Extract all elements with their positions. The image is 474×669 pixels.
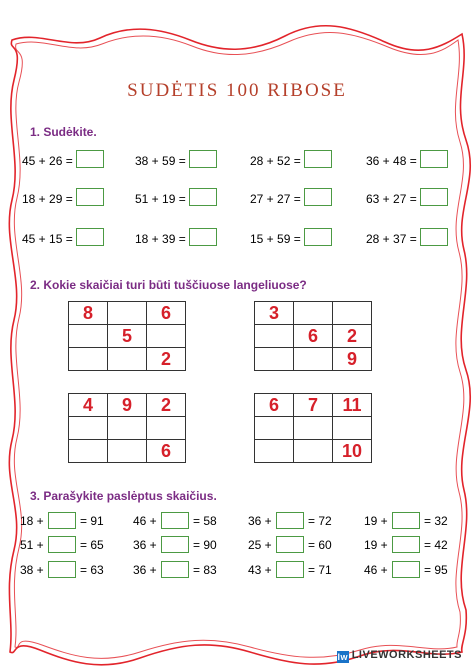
empty-grid-cell[interactable] bbox=[294, 348, 333, 371]
addition-equation: 38 + 59 = bbox=[135, 154, 186, 168]
grid-number: 10 bbox=[333, 440, 372, 463]
answer-box[interactable] bbox=[420, 188, 448, 206]
number-grid bbox=[254, 301, 372, 371]
section-1-heading: 1. Sudėkite. bbox=[30, 125, 97, 139]
empty-grid-cell[interactable] bbox=[108, 302, 147, 325]
equation-left-part: 38 + bbox=[20, 563, 44, 577]
addition-equation: 51 + 19 = bbox=[135, 192, 186, 206]
addition-equation: 27 + 27 = bbox=[250, 192, 301, 206]
addition-equation: 45 + 15 = bbox=[22, 232, 73, 246]
addition-equation: 63 + 27 = bbox=[366, 192, 417, 206]
equation-result: = 42 bbox=[424, 538, 448, 552]
equation-result: = 91 bbox=[80, 514, 104, 528]
equation-left-part: 36 + bbox=[248, 514, 272, 528]
answer-box[interactable] bbox=[76, 188, 104, 206]
grid-number: 6 bbox=[147, 440, 186, 463]
grid-number: 7 bbox=[294, 394, 333, 417]
equation-result: = 58 bbox=[193, 514, 217, 528]
grid-number: 9 bbox=[333, 348, 372, 371]
empty-grid-cell[interactable] bbox=[69, 417, 108, 440]
equation-result: = 71 bbox=[308, 563, 332, 577]
grid-number: 6 bbox=[294, 325, 333, 348]
hidden-number-box[interactable] bbox=[48, 536, 76, 553]
addition-equation: 45 + 26 = bbox=[22, 154, 73, 168]
equation-left-part: 19 + bbox=[364, 538, 388, 552]
empty-grid-cell[interactable] bbox=[108, 440, 147, 463]
equation-left-part: 18 + bbox=[20, 514, 44, 528]
addition-equation: 28 + 52 = bbox=[250, 154, 301, 168]
equation-result: = 72 bbox=[308, 514, 332, 528]
answer-box[interactable] bbox=[189, 188, 217, 206]
empty-grid-cell[interactable] bbox=[255, 417, 294, 440]
answer-box[interactable] bbox=[304, 188, 332, 206]
addition-equation: 28 + 37 = bbox=[366, 232, 417, 246]
equation-result: = 95 bbox=[424, 563, 448, 577]
grid-number: 9 bbox=[108, 394, 147, 417]
empty-grid-cell[interactable] bbox=[147, 325, 186, 348]
empty-grid-cell[interactable] bbox=[108, 417, 147, 440]
number-grid bbox=[254, 393, 372, 463]
hidden-number-box[interactable] bbox=[276, 536, 304, 553]
liveworksheets-logo-icon: lw bbox=[337, 652, 348, 662]
empty-grid-cell[interactable] bbox=[69, 440, 108, 463]
equation-left-part: 51 + bbox=[20, 538, 44, 552]
answer-box[interactable] bbox=[76, 150, 104, 168]
hidden-number-box[interactable] bbox=[48, 561, 76, 578]
grid-number: 4 bbox=[69, 394, 108, 417]
hidden-number-box[interactable] bbox=[161, 561, 189, 578]
grid-number: 5 bbox=[108, 325, 147, 348]
answer-box[interactable] bbox=[189, 228, 217, 246]
equation-left-part: 36 + bbox=[133, 563, 157, 577]
empty-grid-cell[interactable] bbox=[147, 417, 186, 440]
answer-box[interactable] bbox=[304, 150, 332, 168]
equation-result: = 60 bbox=[308, 538, 332, 552]
empty-grid-cell[interactable] bbox=[294, 417, 333, 440]
equation-left-part: 46 + bbox=[133, 514, 157, 528]
empty-grid-cell[interactable] bbox=[294, 440, 333, 463]
equation-left-part: 43 + bbox=[248, 563, 272, 577]
hidden-number-box[interactable] bbox=[276, 561, 304, 578]
grid-number: 11 bbox=[333, 394, 372, 417]
empty-grid-cell[interactable] bbox=[255, 440, 294, 463]
answer-box[interactable] bbox=[420, 228, 448, 246]
addition-equation: 18 + 29 = bbox=[22, 192, 73, 206]
empty-grid-cell[interactable] bbox=[108, 348, 147, 371]
hidden-number-box[interactable] bbox=[392, 561, 420, 578]
answer-box[interactable] bbox=[304, 228, 332, 246]
liveworksheets-brand bbox=[337, 649, 462, 663]
equation-left-part: 46 + bbox=[364, 563, 388, 577]
section-2-heading: 2. Kokie skaičiai turi būti tuščiuose langeliuose? bbox=[30, 278, 307, 292]
empty-grid-cell[interactable] bbox=[333, 302, 372, 325]
grid-number: 6 bbox=[255, 394, 294, 417]
hidden-number-box[interactable] bbox=[392, 536, 420, 553]
equation-left-part: 19 + bbox=[364, 514, 388, 528]
number-grid bbox=[68, 393, 186, 463]
grid-number: 6 bbox=[147, 302, 186, 325]
empty-grid-cell[interactable] bbox=[255, 348, 294, 371]
answer-box[interactable] bbox=[420, 150, 448, 168]
answer-box[interactable] bbox=[189, 150, 217, 168]
equation-left-part: 25 + bbox=[248, 538, 272, 552]
equation-result: = 32 bbox=[424, 514, 448, 528]
grid-number: 2 bbox=[147, 348, 186, 371]
grid-number: 3 bbox=[255, 302, 294, 325]
worksheet-title: SUDĖTIS 100 RIBOSE bbox=[127, 80, 347, 101]
empty-grid-cell[interactable] bbox=[69, 348, 108, 371]
addition-equation: 15 + 59 = bbox=[250, 232, 301, 246]
number-grid bbox=[68, 301, 186, 371]
addition-equation: 36 + 48 = bbox=[366, 154, 417, 168]
hidden-number-box[interactable] bbox=[161, 512, 189, 529]
equation-result: = 83 bbox=[193, 563, 217, 577]
empty-grid-cell[interactable] bbox=[294, 302, 333, 325]
equation-result: = 90 bbox=[193, 538, 217, 552]
grid-number: 2 bbox=[333, 325, 372, 348]
empty-grid-cell[interactable] bbox=[255, 325, 294, 348]
equation-left-part: 36 + bbox=[133, 538, 157, 552]
addition-equation: 18 + 39 = bbox=[135, 232, 186, 246]
hidden-number-box[interactable] bbox=[276, 512, 304, 529]
section-3-heading: 3. Parašykite paslėptus skaičius. bbox=[30, 489, 217, 503]
hidden-number-box[interactable] bbox=[161, 536, 189, 553]
equation-result: = 63 bbox=[80, 563, 104, 577]
hidden-number-box[interactable] bbox=[48, 512, 76, 529]
empty-grid-cell[interactable] bbox=[333, 417, 372, 440]
grid-number: 2 bbox=[147, 394, 186, 417]
empty-grid-cell[interactable] bbox=[69, 325, 108, 348]
grid-number: 8 bbox=[69, 302, 108, 325]
answer-box[interactable] bbox=[76, 228, 104, 246]
equation-result: = 65 bbox=[80, 538, 104, 552]
brand-text: LIVEWORKSHEETS bbox=[351, 649, 462, 661]
hidden-number-box[interactable] bbox=[392, 512, 420, 529]
